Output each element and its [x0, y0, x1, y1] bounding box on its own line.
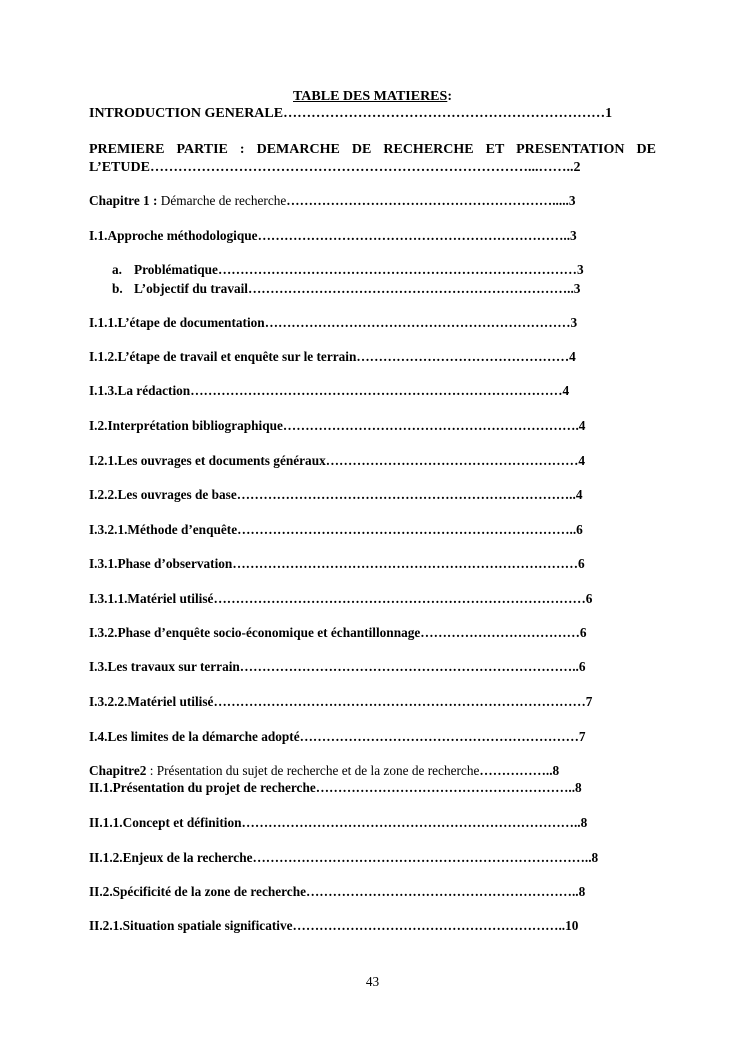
- page-number: 43: [365, 974, 380, 989]
- part-one-line-1: PREMIERE PARTIE : DEMARCHE DE RECHERCHE ET PRESENTATION DE: [89, 142, 656, 157]
- toc-entry: II.1.1.Concept et définition…………………………………………………………………..8: [89, 815, 588, 830]
- toc-entry-part-one: [89, 141, 656, 177]
- toc-entry: I.3.2.2.Matériel utilisé…………………………………………………………………………7: [89, 694, 593, 709]
- toc-entry: I.3.Les travaux sur terrain…………………………………………………………………..6: [89, 659, 586, 674]
- chapter-2-leader: ……………..8: [479, 763, 560, 778]
- subentry-marker: b.: [112, 281, 123, 296]
- part-one-line-2: L’ETUDE………………………………………………………………………...……..2: [89, 160, 581, 175]
- chapter-1-leader: …………………………………………………….....3: [286, 193, 576, 208]
- toc-entry: I.3.2.1.Méthode d’enquête…………………………………………………………………..6: [89, 522, 583, 537]
- chapter-1-label: Chapitre 1 :: [89, 193, 158, 208]
- toc-entry-chapter-2: [89, 763, 559, 779]
- toc-entry: I.4.Les limites de la démarche adopté………………………………………………………7: [89, 729, 586, 744]
- toc-subentry: [112, 262, 584, 278]
- toc-subentry: [112, 281, 580, 297]
- toc-entry: I.1.3.La rédaction…………………………………………………………………………4: [89, 383, 570, 398]
- chapter-2-label: Chapitre2: [89, 763, 147, 778]
- toc-entry-introduction: INTRODUCTION GENERALE……………………………………………………………1: [89, 106, 613, 121]
- chapter-2-title: : Présentation du sujet de recherche et de la zone de recherche: [146, 763, 480, 778]
- toc-title-text: TABLE DES MATIERES: [293, 89, 448, 104]
- toc-entry: I.3.2.Phase d’enquête socio-économique et échantillonnage………………………………6: [89, 625, 587, 640]
- toc-entry: I.3.1.1.Matériel utilisé…………………………………………………………………………6: [89, 591, 593, 606]
- toc-entry: II.1.Présentation du projet de recherche…………………………………………………..8: [89, 780, 582, 795]
- toc-entry: II.2.1.Situation spatiale significative……………………………………………………..10: [89, 918, 579, 933]
- toc-title-colon: :: [447, 89, 452, 104]
- toc-entry: I.1.1.L’étape de documentation……………………………………………………………3: [89, 315, 578, 330]
- chapter-1-title: Démarche de recherche: [157, 193, 287, 208]
- toc-entry: II.1.2.Enjeux de la recherche…………………………………………………………………..8: [89, 850, 599, 865]
- toc-entry: I.2.1.Les ouvrages et documents généraux…………………………………………………4: [89, 453, 586, 468]
- toc-entry: I.1.Approche méthodologique……………………………………………………………..3: [89, 228, 577, 243]
- subentry-text: L’objectif du travail………………………………………………………………..3: [134, 281, 581, 296]
- toc-title: [0, 89, 745, 105]
- toc-entry: I.1.2.L’étape de travail et enquête sur le terrain…………………………………………4: [89, 349, 576, 364]
- toc-entry-chapter-1: [89, 193, 576, 209]
- toc-entry: I.3.1.Phase d’observation……………………………………………………………………6: [89, 556, 585, 571]
- subentry-text: Problématique………………………………………………………………………3: [134, 262, 584, 277]
- toc-entry: II.2.Spécificité de la zone de recherche……………………………………………………..8: [89, 884, 586, 899]
- toc-entry: I.2.Interprétation bibliographique………………………………………………………….4: [89, 418, 586, 433]
- toc-entry: I.2.2.Les ouvrages de base…………………………………………………………………..4: [89, 487, 583, 502]
- subentry-marker: a.: [112, 262, 122, 277]
